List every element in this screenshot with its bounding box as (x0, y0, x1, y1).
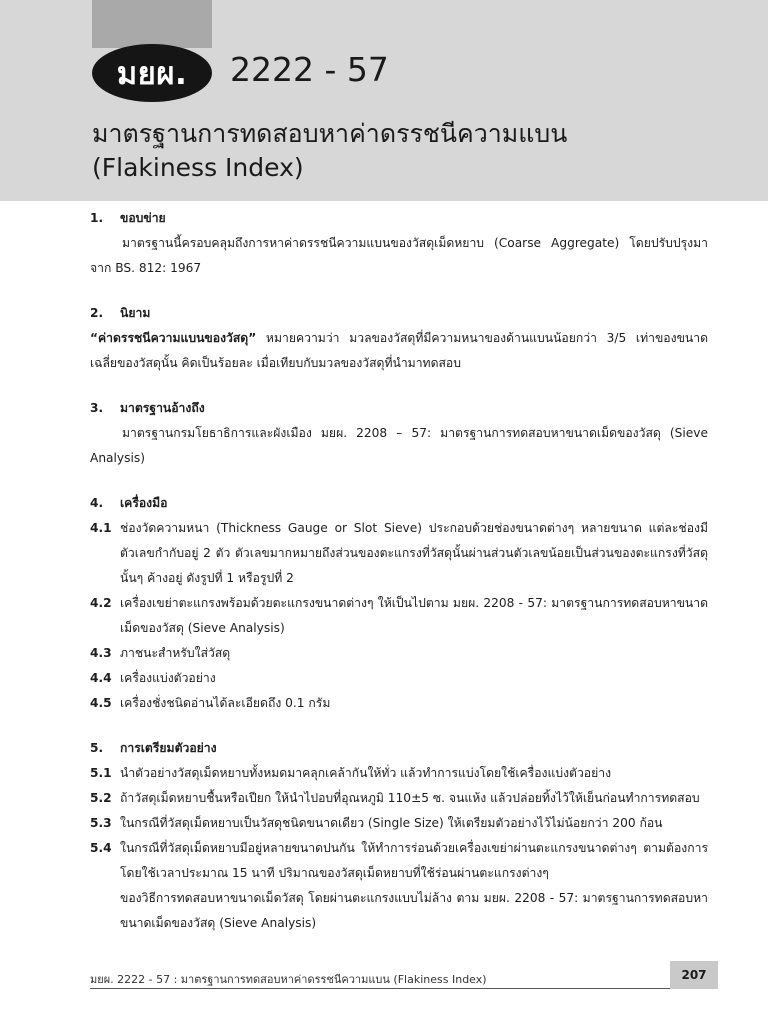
item-number: 5.1 (90, 766, 112, 780)
section-paragraph: มาตรฐานนี้ครอบคลุมถึงการหาค่าดรรชนีความแบนของวัสดุเม็ดหยาบ (Coarse Aggregate) โดยปรับปรุงมาจาก BS. 812: 1967 (90, 236, 708, 275)
standard-number: 2222 - 57 (230, 50, 389, 89)
item-text: นำตัวอย่างวัสดุเม็ดหยาบทั้งหมดมาคลุกเคล้ากันให้ทั่ว แล้วทำการแบ่งโดยใช้เครื่องแบ่งตัวอย่าง (120, 766, 612, 780)
section-number: 4. (90, 496, 104, 510)
section-title: ขอบข่าย (120, 211, 166, 225)
item-number: 4.5 (90, 696, 112, 710)
section-heading (90, 396, 708, 421)
list-item (90, 761, 708, 786)
item-text: เครื่องเขย่าตะแกรงพร้อมด้วยตะแกรงขนาดต่างๆ ให้เป็นไปตาม มยผ. 2208 - 57: มาตรฐานการทดสอบหาขนาดเม็ดของวัสดุ (Sieve Analysis) (120, 596, 708, 635)
item-text: เครื่องชั่งชนิดอ่านได้ละเอียดถึง 0.1 กรัม (120, 696, 331, 710)
item-number: 4.4 (90, 671, 112, 685)
footer-rule (90, 988, 670, 989)
section-title: นิยาม (120, 306, 151, 320)
item-text: ภาชนะสำหรับใส่วัสดุ (120, 646, 231, 660)
section-scope (90, 206, 708, 281)
list-item (90, 786, 708, 811)
section-definition (90, 301, 708, 376)
list-item (90, 641, 708, 666)
item-number: 5.3 (90, 816, 112, 830)
page-number: 207 (670, 961, 718, 989)
list-item (90, 516, 708, 591)
list-item (90, 811, 708, 836)
section-paragraph: มาตรฐานกรมโยธาธิการและผังเมือง มยผ. 2208 – 57: มาตรฐานการทดสอบหาขนาดเม็ดของวัสดุ (Sieve Analysis) (90, 426, 708, 465)
section-heading (90, 206, 708, 231)
item-text: ช่องวัดความหนา (Thickness Gauge or Slot Sieve) ประกอบด้วยช่องขนาดต่างๆ หลายขนาด แต่ละช่องมีตัวเลขกำกับอยู่ 2 ตัว ตัวเลขมากหมายถึงส่วนของตะแกรงที่วัสดุนั้นผ่านส่วนตัวเลขน้อยเป็นส่วนของตะแกรงที่วัสดุนั้นๆ ค้างอยู่ ดังรูปที่ 1 หรือรูปที่ 2 (120, 521, 708, 585)
item-number: 5.2 (90, 791, 112, 805)
defined-term: “ค่าดรรชนีความแบนของวัสดุ” (90, 331, 257, 345)
item-number: 4.3 (90, 646, 112, 660)
header-tab (92, 0, 212, 48)
page-subtitle: (Flakiness Index) (92, 153, 304, 182)
standard-badge: มยผ. (92, 44, 212, 102)
section-heading (90, 301, 708, 326)
item-continuation: ของวิธีการทดสอบหาขนาดเม็ดวัสดุ โดยผ่านตะแกรงแบบไม่ล้าง ตาม มยผ. 2208 - 57: มาตรฐานการทดสอบหาขนาดเม็ดของวัสดุ (Sieve Analysis) (120, 891, 708, 930)
section-paragraph (90, 326, 708, 376)
section-number: 2. (90, 306, 104, 320)
section-references (90, 396, 708, 471)
section-heading (90, 491, 708, 516)
section-heading (90, 736, 708, 761)
section-title: การเตรียมตัวอย่าง (120, 741, 217, 755)
section-title: เครื่องมือ (120, 496, 168, 510)
section-sample-prep (90, 736, 708, 936)
definition-text: หมายความว่า มวลของวัสดุที่มีความหนาของด้านแบนน้อยกว่า 3/5 เท่าของขนาดเฉลี่ยของวัสดุนั้น คิดเป็นร้อยละ เมื่อเทียบกับมวลของวัสดุที่นำมาทดสอบ (90, 331, 708, 370)
item-text: เครื่องแบ่งตัวอย่าง (120, 671, 216, 685)
item-number: 5.4 (90, 841, 112, 855)
document-body (90, 206, 708, 956)
list-item (90, 591, 708, 641)
page-title: มาตรฐานการทดสอบหาค่าดรรชนีความแบน (92, 119, 568, 148)
section-number: 3. (90, 401, 104, 415)
list-item (90, 666, 708, 691)
section-number: 5. (90, 741, 104, 755)
section-number: 1. (90, 211, 104, 225)
section-title: มาตรฐานอ้างถึง (120, 401, 205, 415)
item-number: 4.2 (90, 596, 112, 610)
footer-running-title: มยผ. 2222 - 57 : มาตรฐานการทดสอบหาค่าดรรชนีความแบน (Flakiness Index) (90, 973, 487, 986)
section-apparatus (90, 491, 708, 716)
item-text: ในกรณีที่วัสดุเม็ดหยาบมีอยู่หลายขนาดปนกัน ให้ทำการร่อนด้วยเครื่องเขย่าผ่านตะแกรงขนาดต่างๆ ตามต้องการ โดยใช้เวลาประมาณ 15 นาที ปริมาณของวัสดุเม็ดหยาบที่ใช้ร่อนผ่านตะแกรงต่างๆ (120, 841, 708, 880)
page-footer (90, 960, 718, 990)
item-number: 4.1 (90, 521, 112, 535)
list-item (90, 836, 708, 886)
list-item (90, 691, 708, 716)
item-text: ในกรณีที่วัสดุเม็ดหยาบเป็นวัสดุชนิดขนาดเดียว (Single Size) ให้เตรียมตัวอย่างไว้ไม่น้อยกว่า 200 ก้อน (120, 816, 663, 830)
item-text: ถ้าวัสดุเม็ดหยาบชื้นหรือเปียก ให้นำไปอบที่อุณหภูมิ 110±5 ซ. จนแห้ง แล้วปล่อยทิ้งไว้ให้เย็นก่อนทำการทดสอบ (120, 791, 700, 805)
